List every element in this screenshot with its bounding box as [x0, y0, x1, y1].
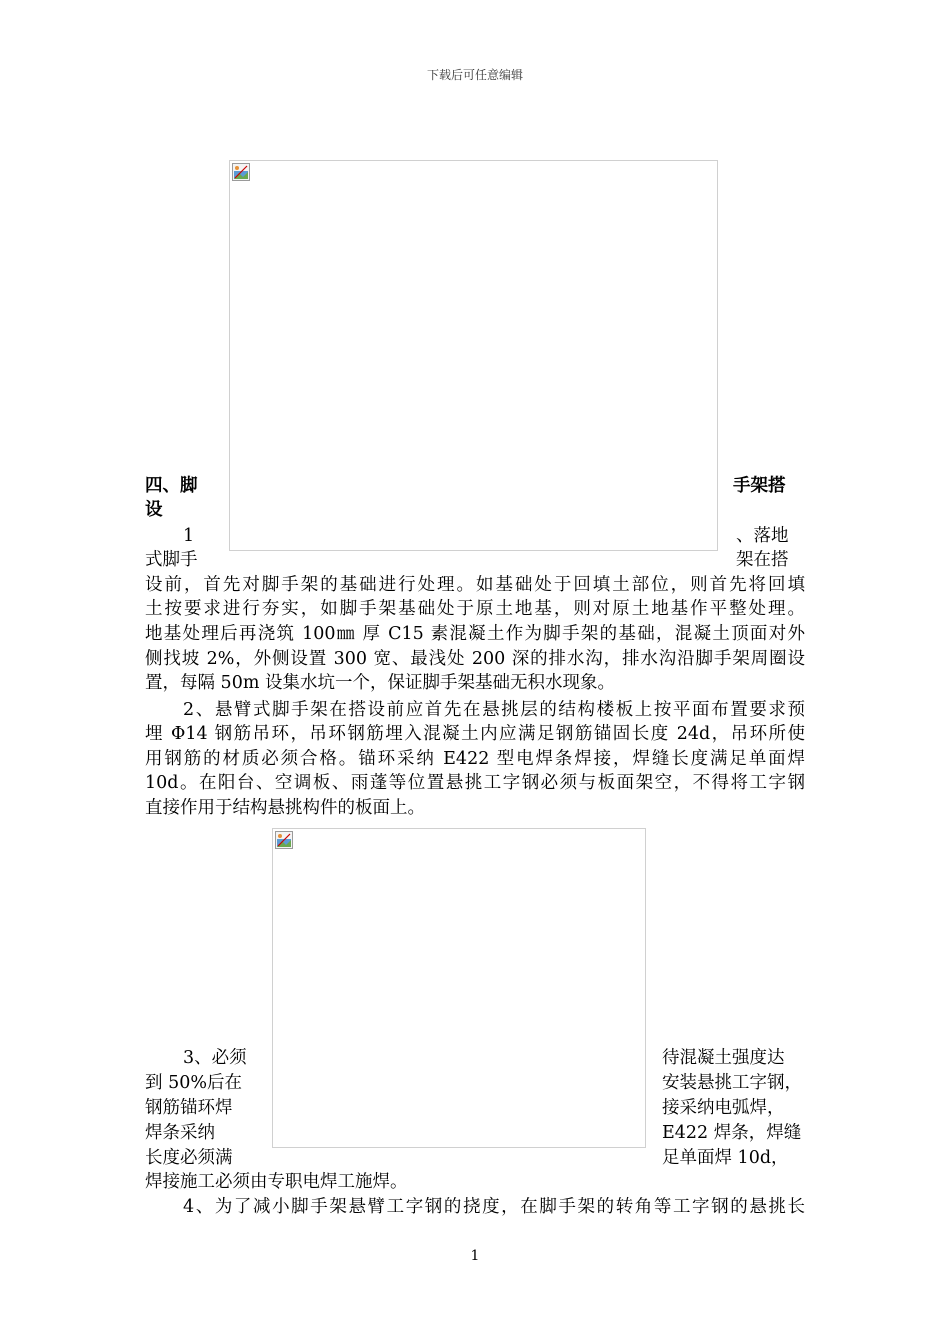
- page-number: 1: [470, 1248, 480, 1264]
- p3-left-line: 钢筋锚环焊: [145, 1098, 233, 1118]
- paragraph-line: 地基处理后再浇筑 100㎜ 厚 C15 素混凝土作为脚手架的基础，混凝土顶面对外: [145, 624, 805, 644]
- p1-line2-left: 式脚手: [145, 550, 198, 570]
- paragraph-line: 2、悬臂式脚手架在搭设前应首先在悬挑层的结构楼板上按平面布置要求预: [183, 700, 805, 720]
- p1-line1-right: 、落地: [736, 526, 789, 546]
- page-header: 下载后可任意编辑: [426, 68, 523, 82]
- paragraph-line: 用钢筋的材质必须合格。锚环采纳 E422 型电焊条焊接，焊缝长度满足单面焊: [145, 749, 805, 769]
- p1-line2-right: 架在搭: [736, 550, 789, 570]
- broken-image-icon: [232, 163, 250, 181]
- p3-right-line: 接采纳电弧焊，: [662, 1098, 785, 1118]
- broken-image-icon: [275, 831, 293, 849]
- paragraph-line: 10d。在阳台、空调板、雨蓬等位置悬挑工字钢必须与板面架空，不得将工字钢: [145, 773, 805, 793]
- paragraph-line: 埋 Φ14 钢筋吊环，吊环钢筋埋入混凝土内应满足钢筋锚固长度 24d，吊环所使: [145, 724, 805, 744]
- p3-left-line: 焊条采纳: [145, 1123, 215, 1143]
- section-heading-right: 手架搭: [733, 476, 786, 496]
- paragraph-line: 直接作用于结构悬挑构件的板面上。: [145, 798, 425, 818]
- paragraph-line: 4、为了减小脚手架悬臂工字钢的挠度，在脚手架的转角等工字钢的悬挑长: [183, 1197, 805, 1217]
- p3-left-line: 3、必须: [183, 1048, 247, 1068]
- p3-right-line: 安装悬挑工字钢，: [662, 1073, 802, 1093]
- p1-line1-left: 1: [183, 526, 195, 546]
- p3-right-line: 待混凝土强度达: [662, 1048, 785, 1068]
- paragraph-line: 设前，首先对脚手架的基础进行处理。如基础处于回填土部位，则首先将回填: [145, 575, 805, 595]
- p3-right-line: 足单面焊 10d，: [662, 1148, 789, 1168]
- figure-image-2: [272, 828, 646, 1148]
- p3-left-line: 长度必须满: [145, 1148, 233, 1168]
- p3-left-line: 到 50%后在: [145, 1073, 242, 1093]
- paragraph-line: 侧找坡 2%，外侧设置 300 宽、最浅处 200 深的排水沟，排水沟沿脚手架周圈设: [145, 649, 805, 669]
- paragraph-line: 土按要求进行夯实，如脚手架基础处于原土地基，则对原土地基作平整处理。: [145, 599, 805, 619]
- paragraph-line: 焊接施工必须由专职电焊工施焊。: [145, 1172, 408, 1192]
- section-heading-left: 四、脚: [145, 476, 198, 496]
- figure-image-1: [229, 160, 718, 551]
- paragraph-line: 置，每隔 50m 设集水坑一个，保证脚手架基础无积水现象。: [145, 673, 615, 693]
- section-heading-wrap: 设: [145, 500, 163, 520]
- p3-right-line: E422 焊条，焊缝: [662, 1123, 802, 1143]
